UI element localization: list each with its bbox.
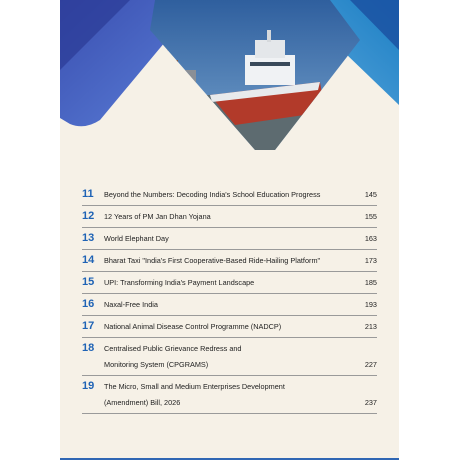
toc-title-line2: (Amendment) Bill, 2026 bbox=[104, 398, 181, 407]
toc-page: 173 bbox=[364, 256, 377, 265]
toc-row-15[interactable] bbox=[82, 272, 377, 294]
document-page bbox=[60, 0, 399, 460]
ship-illustration bbox=[60, 0, 399, 160]
toc-number: 17 bbox=[82, 320, 95, 332]
toc-number: 18 bbox=[82, 342, 95, 354]
toc-number: 13 bbox=[82, 232, 95, 244]
toc-title: World Elephant Day bbox=[104, 234, 169, 243]
toc-title: 12 Years of PM Jan Dhan Yojana bbox=[104, 212, 211, 221]
toc-row-17[interactable] bbox=[82, 316, 377, 338]
cover-banner bbox=[60, 0, 399, 160]
toc-page: 155 bbox=[364, 212, 377, 221]
toc-title-line2: Monitoring System (CPGRAMS) bbox=[104, 360, 209, 369]
toc-title: National Animal Disease Control Programme (NADCP) bbox=[104, 322, 282, 331]
toc-page: 213 bbox=[364, 322, 377, 331]
toc-number: 19 bbox=[82, 380, 95, 392]
toc-row-12[interactable] bbox=[82, 206, 377, 228]
toc-page: 145 bbox=[364, 190, 377, 199]
toc-number: 11 bbox=[82, 188, 94, 200]
toc-row-13[interactable] bbox=[82, 228, 377, 250]
toc-page: 163 bbox=[364, 234, 377, 243]
toc-title-line1: Centralised Public Grievance Redress and bbox=[104, 344, 242, 353]
toc-page: 185 bbox=[364, 278, 377, 287]
toc-row-19[interactable] bbox=[82, 376, 377, 414]
toc-page: 227 bbox=[364, 360, 377, 369]
toc-row-14[interactable] bbox=[82, 250, 377, 272]
toc-title: Beyond the Numbers: Decoding India's School Education Progress bbox=[104, 190, 321, 199]
toc-row-16[interactable] bbox=[82, 294, 377, 316]
toc-title: UPI: Transforming India's Payment Landscape bbox=[104, 278, 255, 287]
toc-number: 12 bbox=[82, 210, 95, 222]
toc-number: 16 bbox=[82, 298, 95, 310]
toc-title bbox=[104, 380, 355, 409]
toc-number: 15 bbox=[82, 276, 95, 288]
toc-title: Bharat Taxi "India's First Cooperative-Based Ride-Hailing Platform" bbox=[104, 256, 321, 265]
toc-page: 237 bbox=[364, 398, 377, 407]
table-of-contents bbox=[82, 184, 377, 414]
toc-page: 193 bbox=[364, 300, 377, 309]
toc-row-18[interactable] bbox=[82, 338, 377, 376]
toc-title bbox=[104, 342, 355, 371]
toc-title-line1: The Micro, Small and Medium Enterprises Development bbox=[104, 382, 285, 391]
toc-title: Naxal-Free India bbox=[104, 300, 158, 309]
toc-row-11[interactable] bbox=[82, 184, 377, 206]
toc-number: 14 bbox=[82, 254, 95, 266]
